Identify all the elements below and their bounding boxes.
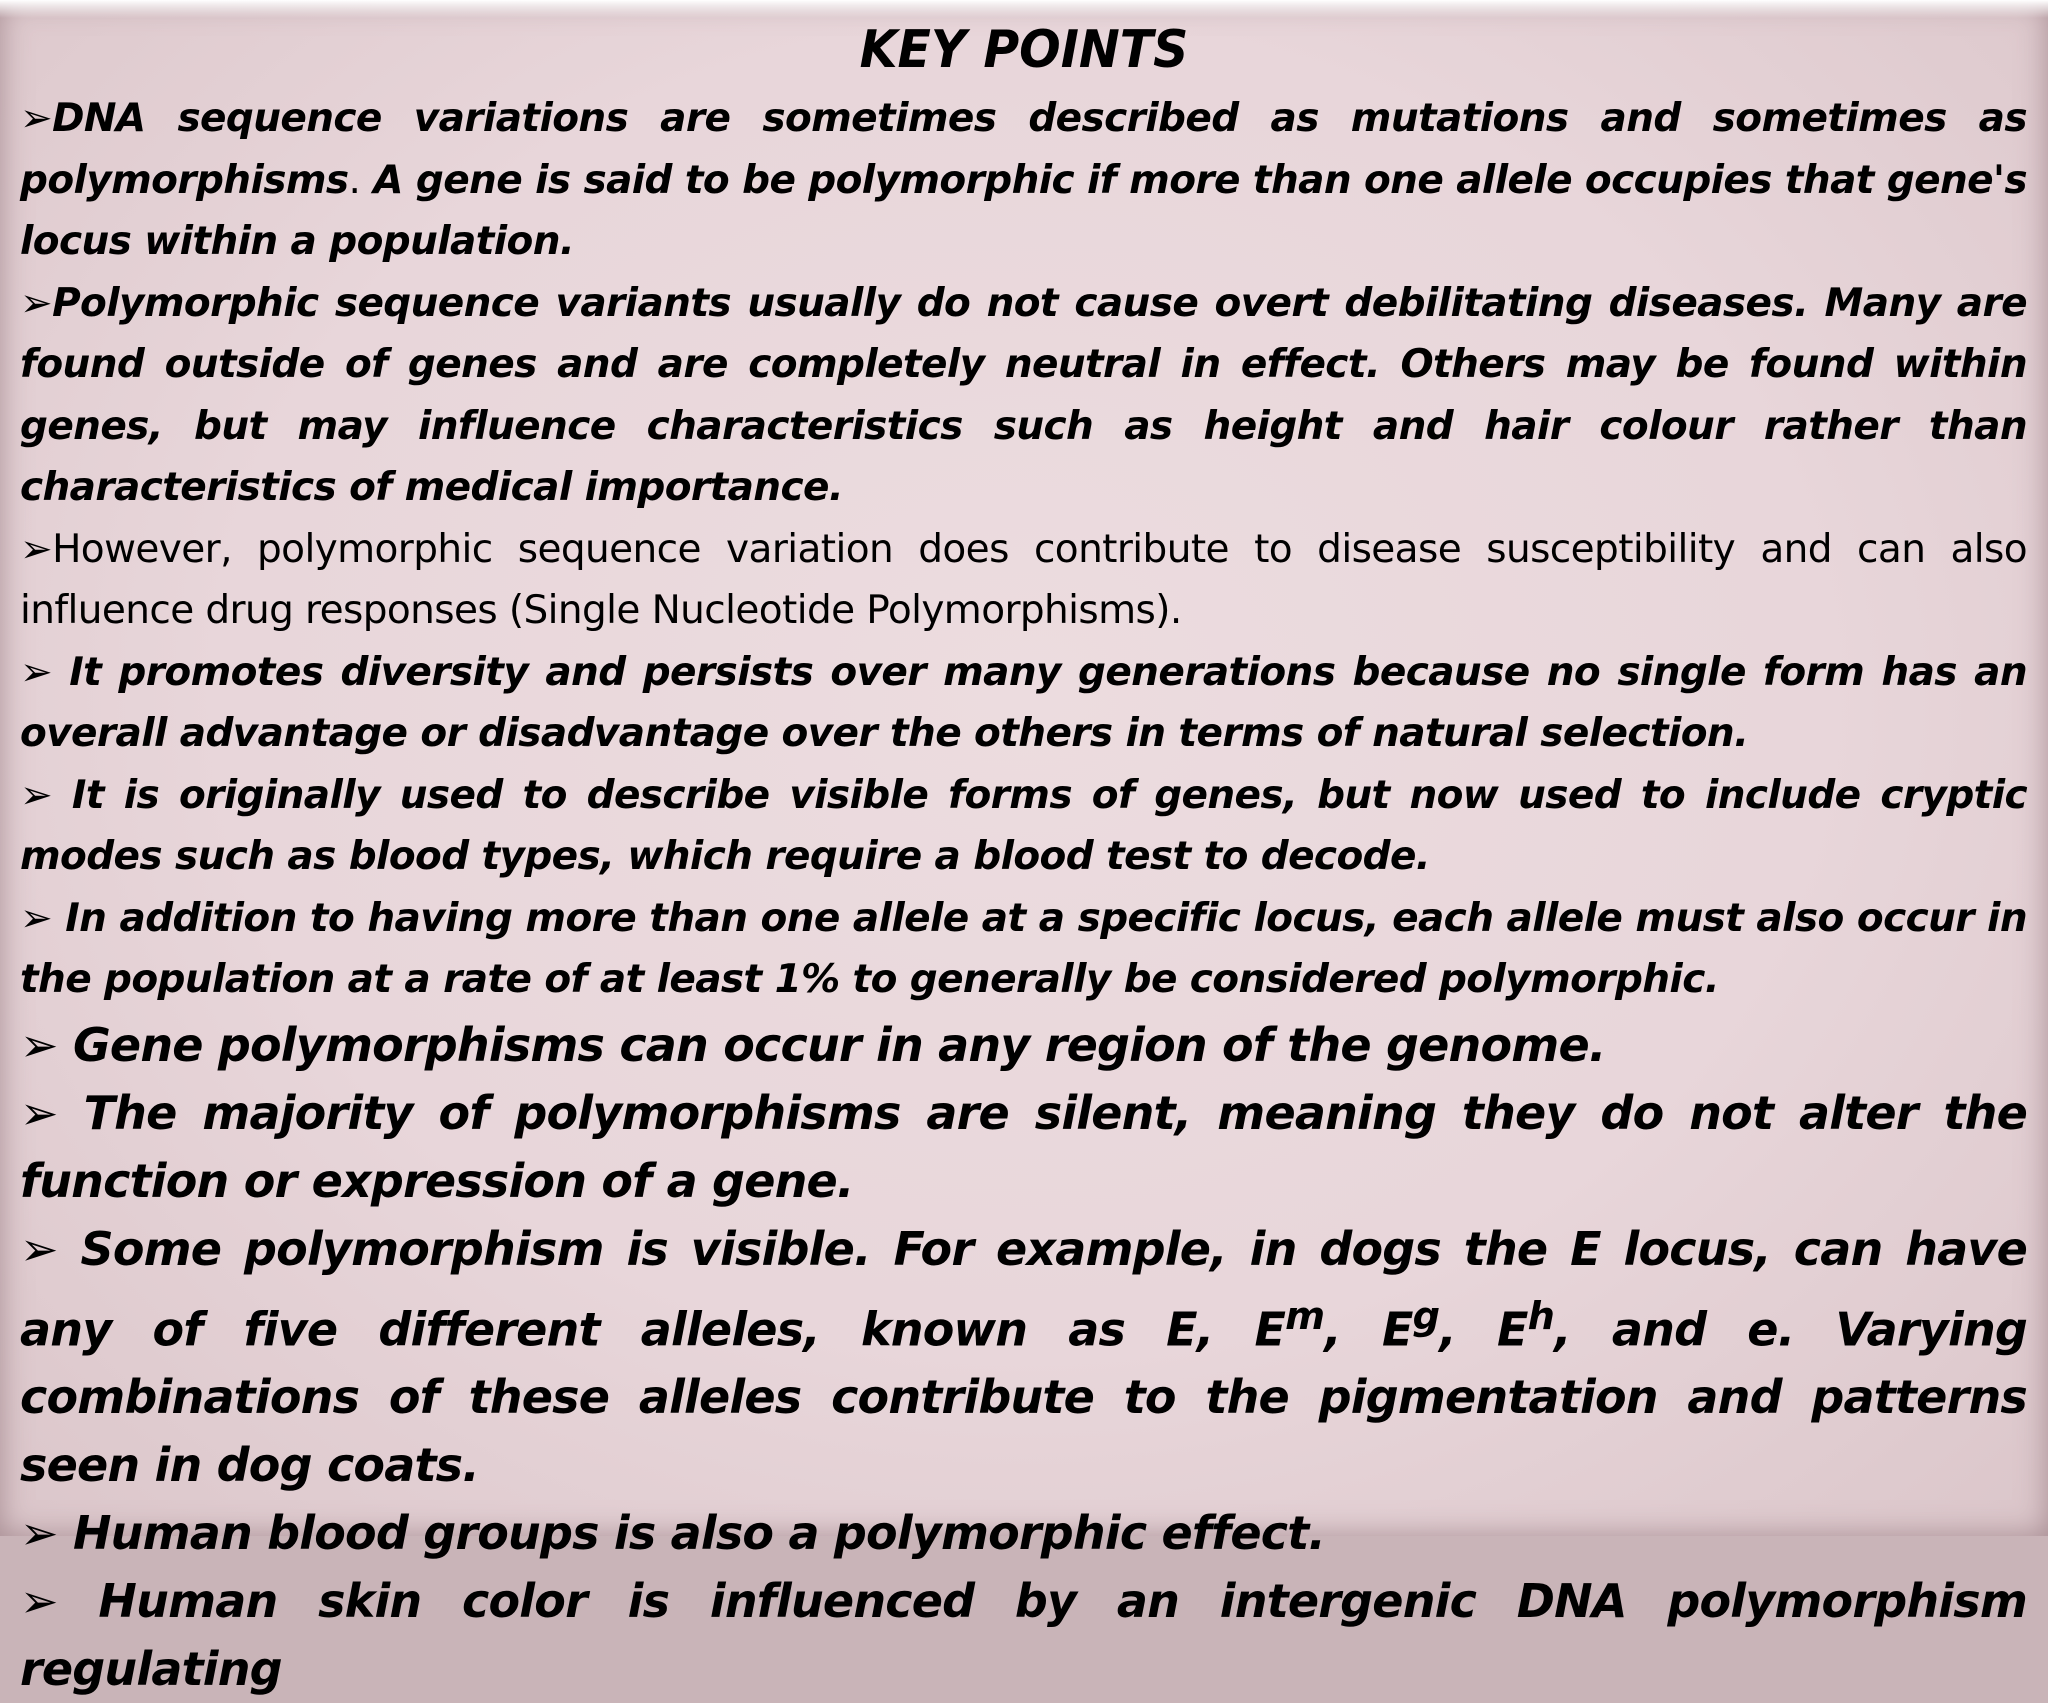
arrow-bullet-icon: ➢ — [20, 280, 53, 326]
arrow-bullet-icon: ➢ — [20, 1573, 58, 1628]
arrow-bullet-icon: ➢ — [20, 649, 53, 695]
key-point-8: ➢ The majority of polymorphisms are silent, meaning they do not alter the function or expression of a gene. — [20, 1085, 2027, 1208]
key-point-9: ➢ Some polymorphism is visible. For example, in dogs the E locus, can have any of five different alleles, known as E, $E^m$, $E^g$, $E^h$, and e. Varying combinations of these alleles contribute to the pigmentation and patterns seen in dog coats. — [20, 1221, 2028, 1492]
slide-title: KEY POINTS — [859, 20, 1189, 80]
key-point-6: ➢ In addition to having more than one allele at a specific locus, each allele must also occur in the population at a rate of at least 1% to generally be considered polymorphic. — [20, 895, 2027, 1002]
arrow-bullet-icon: ➢ — [20, 1505, 58, 1560]
arrow-bullet-icon: ➢ — [20, 1085, 58, 1140]
key-point-7: ➢ Gene polymorphisms can occur in any region of the genome. — [20, 1017, 1606, 1072]
arrow-bullet-icon: ➢ — [20, 526, 53, 572]
key-point-3: ➢However, polymorphic sequence variation does contribute to disease susceptibility and can also influence drug responses (Single Nucleotide Polymorphisms). — [20, 526, 2027, 633]
key-point-10: ➢ Human blood groups is also a polymorphic effect. — [20, 1505, 1326, 1560]
key-point-5: ➢ It is originally used to describe visible forms of genes, but now used to include cryptic modes such as blood types, which require a blood test to decode. — [20, 772, 2027, 879]
arrow-bullet-icon: ➢ — [20, 1017, 58, 1072]
arrow-bullet-icon: ➢ — [20, 96, 53, 141]
key-points-list — [20, 88, 2027, 1703]
key-point-11: ➢ Human skin color is influenced by an intergenic DNA polymorphism regulating — [20, 1573, 2027, 1696]
key-point-1: ➢DNA sequence variations are sometimes described as mutations and sometimes as polymorphisms. A gene is said to be polymorphic if more than one allele occupies that gene's locus within a population. — [20, 96, 2027, 264]
arrow-bullet-icon: ➢ — [20, 895, 53, 941]
key-point-4: ➢ It promotes diversity and persists over many generations because no single form has an overall advantage or disadvantage over the others in terms of natural selection. — [20, 649, 2027, 756]
arrow-bullet-icon: ➢ — [20, 1221, 58, 1276]
arrow-bullet-icon: ➢ — [20, 772, 53, 818]
key-point-2: ➢Polymorphic sequence variants usually do not cause overt debilitating diseases. Many are found outside of genes and are completely neutral in effect. Others may be found within genes, but may influence characteristics such as height and hair colour rather than characteristics of medical importance. — [20, 280, 2027, 510]
